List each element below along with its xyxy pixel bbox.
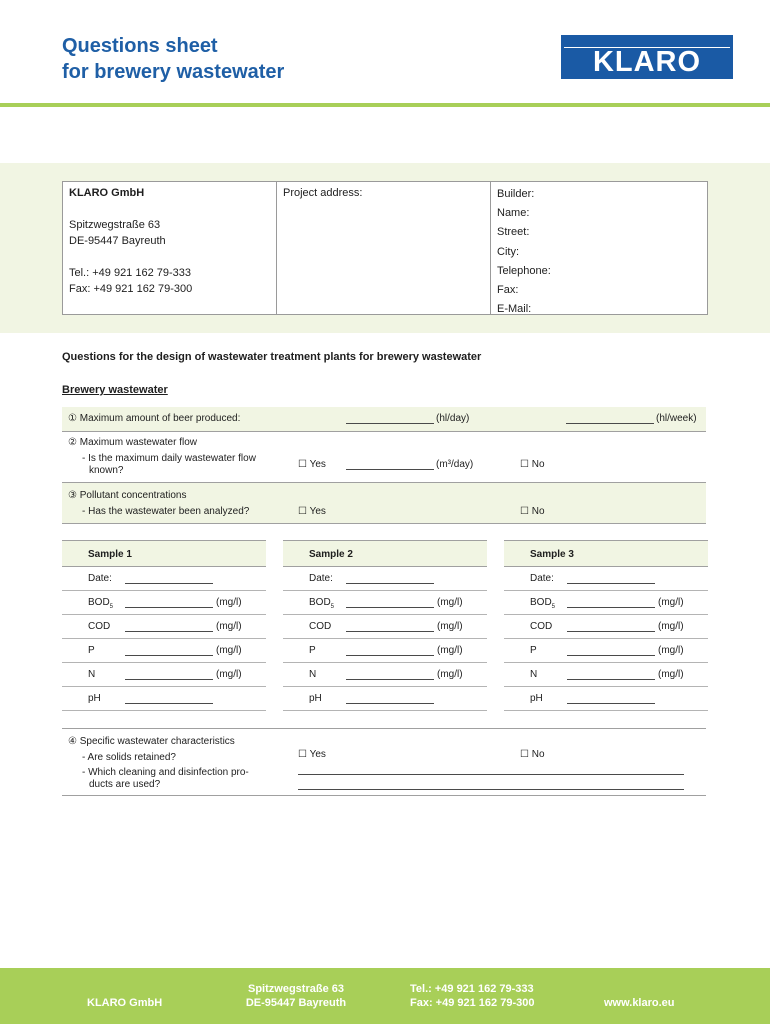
footer-company: KLARO GmbH: [87, 997, 163, 1009]
sample-3-cod-row: [504, 615, 708, 639]
sample-2-date-row: [283, 567, 487, 591]
sample-1-cod-input[interactable]: [125, 631, 213, 632]
sample-2-date-label: Date:: [309, 573, 333, 584]
sample-3-bod-label: $BOD_5$: [530, 597, 556, 610]
sample-1-cod-label: COD: [88, 621, 111, 632]
sample-1-bod-unit: (mg/l): [216, 597, 242, 608]
question-4-row: [62, 728, 706, 796]
sample-2-bod-row: [283, 591, 487, 615]
sample-3-header: [504, 540, 708, 567]
q2-unit: (m³/day): [436, 459, 474, 470]
sample-1-n-input[interactable]: [125, 679, 213, 680]
sample-1-p-input[interactable]: [125, 655, 213, 656]
sample-3-n-label: N: [530, 669, 538, 680]
sample-3-ph-label: pH: [530, 693, 543, 704]
project-address-column[interactable]: [277, 182, 491, 314]
q2-flow-input[interactable]: [346, 469, 434, 470]
company-street: Spitzwegstraße 63: [69, 219, 161, 231]
footer-website-link[interactable]: www.klaro.eu: [604, 997, 675, 1009]
sample-3-p-unit: (mg/l): [658, 645, 684, 656]
sample-2-cod-input[interactable]: [346, 631, 434, 632]
question-2-row: [62, 433, 706, 483]
sample-1-cod-unit: (mg/l): [216, 621, 242, 632]
builder-city-label: City:: [497, 245, 519, 258]
project-address-label: Project address:: [283, 187, 363, 199]
sample-2-n-input[interactable]: [346, 679, 434, 680]
sample-3-bod-unit: (mg/l): [658, 597, 684, 608]
footer-street: Spitzwegstraße 63: [248, 983, 344, 995]
footer-city: DE-95447 Bayreuth: [245, 997, 347, 1009]
sample-3-p-row: [504, 639, 708, 663]
q3-yes-checkbox[interactable]: ☐ Yes: [298, 506, 326, 517]
title-line-2: for brewery wastewater: [62, 61, 285, 83]
sample-3-ph-input[interactable]: [567, 703, 655, 704]
sample-2-p-label: P: [309, 645, 316, 656]
sample-3-bod-row: [504, 591, 708, 615]
q4-sub-1: - Are solids retained?: [82, 752, 176, 763]
sample-2-cod-label: COD: [309, 621, 332, 632]
sample-3-n-unit: (mg/l): [658, 669, 684, 680]
q2-yes-checkbox[interactable]: ☐ Yes: [298, 459, 326, 470]
sample-2-bod-label: $BOD_5$: [309, 597, 335, 610]
header-divider: [0, 103, 770, 107]
sample-2-date-input[interactable]: [346, 583, 434, 584]
q2-sub-line-2: known?: [89, 465, 124, 476]
sample-3-date-row: [504, 567, 708, 591]
builder-telephone-label: Telephone:: [497, 264, 551, 277]
sample-2-ph-input[interactable]: [346, 703, 434, 704]
q4-sub-2-line-2: ducts are used?: [89, 779, 161, 790]
sample-1-ph-label: pH: [88, 693, 101, 704]
sample-1-header: [62, 540, 266, 567]
sample-3-ph-row: [504, 687, 708, 711]
logo-inner-frame: [564, 46, 730, 78]
q1-label: ① Maximum amount of beer produced:: [68, 413, 241, 424]
sample-1-date-input[interactable]: [125, 583, 213, 584]
contact-box: [62, 181, 708, 315]
sample-2-ph-label: pH: [309, 693, 322, 704]
sample-1-date-label: Date:: [88, 573, 112, 584]
sample-2-cod-unit: (mg/l): [437, 621, 463, 632]
sample-3-date-label: Date:: [530, 573, 554, 584]
footer: [0, 968, 770, 1024]
sample-1-p-unit: (mg/l): [216, 645, 242, 656]
sample-3-p-input[interactable]: [567, 655, 655, 656]
q4-label: ④ Specific wastewater characteristics: [68, 736, 235, 747]
q1-week-input[interactable]: [566, 423, 654, 424]
builder-fax-label: Fax:: [497, 284, 519, 297]
q1-unit-day: (hl/day): [436, 413, 470, 424]
sample-3-bod-input[interactable]: [567, 607, 655, 608]
sample-1-n-unit: (mg/l): [216, 669, 242, 680]
sample-1-bod-row: [62, 591, 266, 615]
company-tel: Tel.: +49 921 162 79-333: [69, 267, 192, 279]
sample-1-date-row: [62, 567, 266, 591]
company-city: DE-95447 Bayreuth: [69, 235, 166, 247]
sample-3-title: Sample 3: [530, 549, 574, 560]
q4-no-checkbox[interactable]: ☐ No: [520, 749, 545, 760]
sample-1-ph-row: [62, 687, 266, 711]
sample-1-cod-row: [62, 615, 266, 639]
builder-column[interactable]: [491, 182, 707, 314]
design-questions-heading: Questions for the design of wastewater treatment plants for brewery wastewater: [62, 351, 482, 363]
sample-2-p-row: [283, 639, 487, 663]
q2-sub-line-1: - Is the maximum daily wastewater flow: [82, 453, 256, 464]
footer-tel: Tel.: +49 921 162 79-333: [410, 983, 534, 995]
sample-2-p-unit: (mg/l): [437, 645, 463, 656]
builder-street-label: Street:: [497, 226, 530, 239]
sample-2-bod-unit: (mg/l): [437, 597, 463, 608]
sample-2-ph-row: [283, 687, 487, 711]
q4-sub-2-line-1: - Which cleaning and disinfection pro-: [82, 767, 249, 778]
sample-2-n-unit: (mg/l): [437, 669, 463, 680]
company-address-column: [63, 182, 277, 314]
sample-3-cod-unit: (mg/l): [658, 621, 684, 632]
sample-3-n-input[interactable]: [567, 679, 655, 680]
sample-3-cod-label: COD: [530, 621, 553, 632]
question-1-row: [62, 407, 706, 432]
q3-no-checkbox[interactable]: ☐ No: [520, 506, 545, 517]
logo-text: KLARO: [592, 46, 702, 78]
company-name: KLARO GmbH: [69, 187, 145, 199]
brewery-wastewater-heading: Brewery wastewater: [62, 384, 168, 396]
builder-label: Builder:: [497, 188, 535, 200]
builder-name-label: Name:: [497, 207, 530, 220]
sample-2-p-input[interactable]: [346, 655, 434, 656]
q3-sub: - Has the wastewater been analyzed?: [82, 506, 250, 517]
klaro-logo: [561, 35, 733, 79]
builder-email-label: E-Mail:: [497, 303, 532, 316]
sample-1-n-row: [62, 663, 266, 687]
q4-yes-checkbox[interactable]: ☐ Yes: [298, 749, 326, 760]
sample-2-n-label: N: [309, 669, 317, 680]
sample-2-cod-row: [283, 615, 487, 639]
sample-3-date-input[interactable]: [567, 583, 655, 584]
q2-label: ② Maximum wastewater flow: [68, 437, 197, 448]
title-line-1: Questions sheet: [62, 35, 218, 57]
footer-fax: Fax: +49 921 162 79-300: [410, 997, 535, 1009]
q2-no-checkbox[interactable]: ☐ No: [520, 459, 545, 470]
sample-3-cod-input[interactable]: [567, 631, 655, 632]
q1-day-input[interactable]: [346, 423, 434, 424]
sample-3-p-label: P: [530, 645, 537, 656]
question-3-row: [62, 483, 706, 524]
sample-1-n-label: N: [88, 669, 96, 680]
sample-1-title: Sample 1: [88, 549, 132, 560]
sample-1-bod-input[interactable]: [125, 607, 213, 608]
q3-label: ③ Pollutant concentrations: [68, 490, 187, 501]
page-title: [62, 33, 284, 85]
sample-1-p-row: [62, 639, 266, 663]
sample-2-n-row: [283, 663, 487, 687]
q4-products-input-2[interactable]: [298, 789, 684, 790]
sample-2-header: [283, 540, 487, 567]
sample-2-bod-input[interactable]: [346, 607, 434, 608]
sample-3-n-row: [504, 663, 708, 687]
company-fax: Fax: +49 921 162 79-300: [69, 283, 193, 295]
sample-1-p-label: P: [88, 645, 95, 656]
sample-2-title: Sample 2: [309, 549, 353, 560]
sample-1-ph-input[interactable]: [125, 703, 213, 704]
q1-unit-week: (hl/week): [656, 413, 697, 424]
q4-products-input-1[interactable]: [298, 774, 684, 775]
sample-1-bod-label: $BOD_5$: [88, 597, 114, 610]
